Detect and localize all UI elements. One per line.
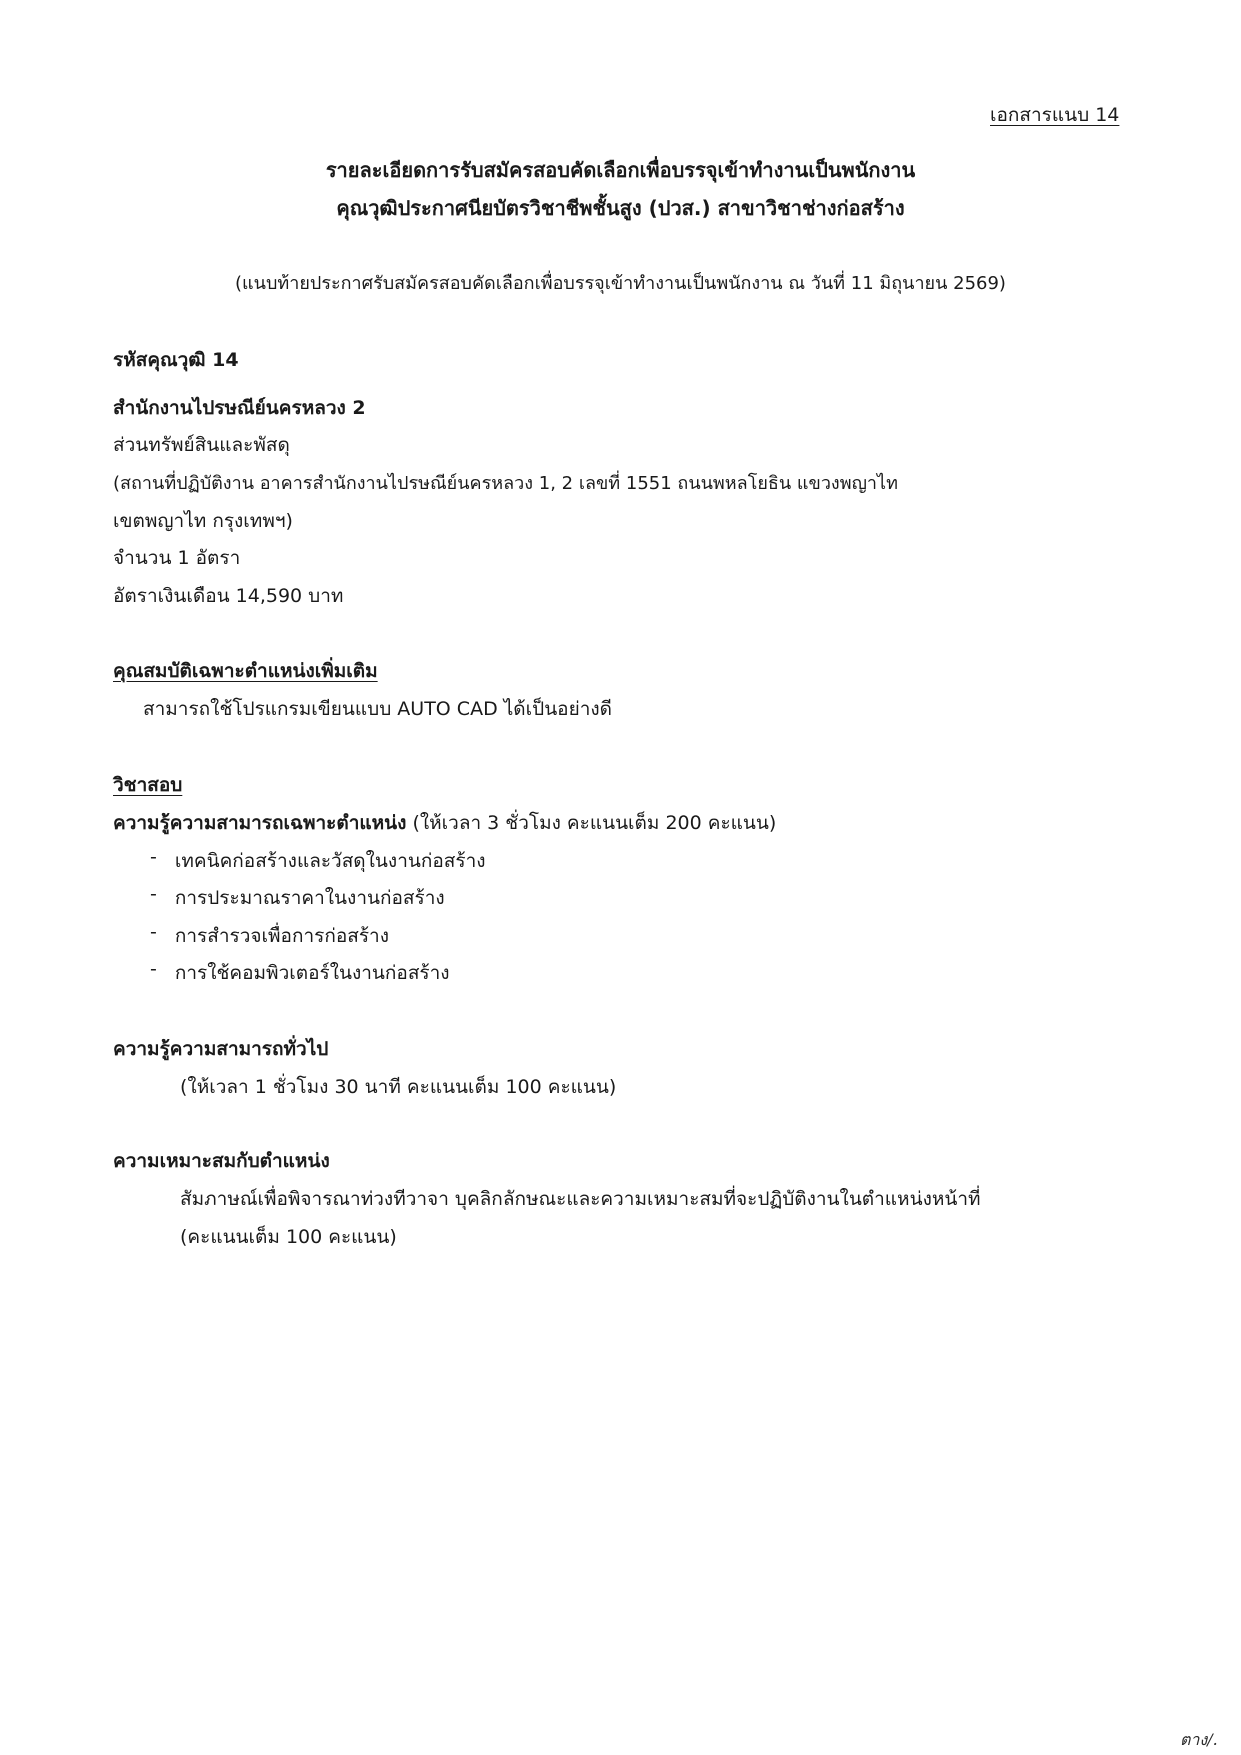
dash-marker: - bbox=[150, 846, 157, 868]
handwritten-initials: ตาง/. bbox=[1180, 1730, 1218, 1749]
qualification-code: รหัสคุณวุฒิ 14 bbox=[113, 349, 239, 371]
exam-topic: การใช้คอมพิวเตอร์ในงานก่อสร้าง bbox=[174, 962, 450, 984]
list-item bbox=[150, 846, 486, 876]
extra-qualifications-text: สามารถใช้โปรแกรมเขียนแบบ AUTO CAD ได้เป็นอย่างดี bbox=[143, 698, 613, 720]
exam-specific-title: ความรู้ความสามารถเฉพาะตำแหน่ง bbox=[113, 812, 407, 834]
dash-marker: - bbox=[150, 883, 157, 905]
exam-specific-row bbox=[113, 808, 776, 838]
list-item bbox=[150, 921, 389, 951]
office-location-line-1: (สถานที่ปฏิบัติงาน อาคารสำนักงานไปรษณีย์นครหลวง 1, 2 เลขที่ 1551 ถนนพหลโยธิน แขวงพญาไท bbox=[113, 473, 898, 494]
extra-qualifications-heading: คุณสมบัติเฉพาะตำแหน่งเพิ่มเติม bbox=[113, 660, 378, 682]
exam-suitability-line-2: (คะแนนเต็ม 100 คะแนน) bbox=[180, 1226, 397, 1248]
exam-general-title: ความรู้ความสามารถทั่วไป bbox=[113, 1038, 329, 1060]
subtitle: (แนบท้ายประกาศรับสมัครสอบคัดเลือกเพื่อบรรจุเข้าทำงานเป็นพนักงาน ณ วันที่ 11 มิถุนายน 2569) bbox=[235, 273, 1006, 294]
exam-specific-detail: (ให้เวลา 3 ชั่วโมง คะแนนเต็ม 200 คะแนน) bbox=[406, 812, 777, 834]
exam-topic: เทคนิคก่อสร้างและวัสดุในงานก่อสร้าง bbox=[174, 850, 486, 872]
list-item bbox=[150, 883, 445, 913]
exam-suitability-title: ความเหมาะสมกับตำแหน่ง bbox=[113, 1150, 330, 1172]
office-salary: อัตราเงินเดือน 14,590 บาท bbox=[113, 585, 344, 607]
title-line-1: รายละเอียดการรับสมัครสอบคัดเลือกเพื่อบรรจุเข้าทำงานเป็นพนักงาน bbox=[325, 158, 916, 182]
list-item bbox=[150, 958, 450, 988]
dash-marker: - bbox=[150, 921, 157, 943]
exam-topic: การสำรวจเพื่อการก่อสร้าง bbox=[174, 925, 389, 947]
office-location-line-2: เขตพญาไท กรุงเทพฯ) bbox=[113, 510, 293, 532]
office-positions: จำนวน 1 อัตรา bbox=[113, 547, 241, 569]
exam-topic: การประมาณราคาในงานก่อสร้าง bbox=[174, 887, 445, 909]
office-department: ส่วนทรัพย์สินและพัสดุ bbox=[113, 434, 290, 456]
exam-suitability-line-1: สัมภาษณ์เพื่อพิจารณาท่วงทีวาจา บุคลิกลักษณะและความเหมาะสมที่จะปฏิบัติงานในตำแหน่งหน้าที่ bbox=[180, 1188, 981, 1210]
office-name: สำนักงานไปรษณีย์นครหลวง 2 bbox=[113, 397, 366, 419]
dash-marker: - bbox=[150, 958, 157, 980]
attachment-label: เอกสารแนบ 14 bbox=[990, 104, 1120, 126]
exam-general-detail: (ให้เวลา 1 ชั่วโมง 30 นาที คะแนนเต็ม 100 คะแนน) bbox=[180, 1076, 617, 1098]
exam-heading: วิชาสอบ bbox=[113, 774, 183, 796]
title-line-2: คุณวุฒิประกาศนียบัตรวิชาชีพชั้นสูง (ปวส.) สาขาวิชาช่างก่อสร้าง bbox=[336, 196, 905, 220]
